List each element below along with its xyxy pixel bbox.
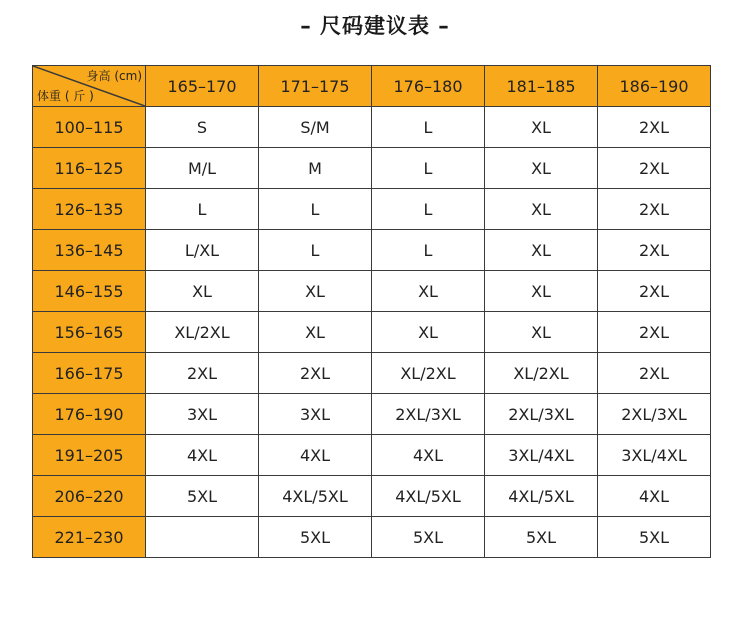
size-cell: 2XL (598, 189, 711, 230)
size-cell: XL (485, 312, 598, 353)
size-cell: 2XL/3XL (485, 394, 598, 435)
size-cell: 5XL (485, 517, 598, 558)
size-cell: L/XL (146, 230, 259, 271)
size-cell: 3XL (146, 394, 259, 435)
table-row (33, 394, 711, 435)
size-cell: 4XL/5XL (485, 476, 598, 517)
column-header-height: 165–170 (146, 66, 259, 107)
row-header-weight: 136–145 (33, 230, 146, 271)
table-row (33, 312, 711, 353)
table-row (33, 517, 711, 558)
size-cell: XL (485, 107, 598, 148)
size-cell: XL (146, 271, 259, 312)
size-cell (146, 517, 259, 558)
size-cell: XL (485, 230, 598, 271)
size-cell: 4XL (598, 476, 711, 517)
size-cell: XL (485, 271, 598, 312)
table-row (33, 271, 711, 312)
table-row (33, 435, 711, 476)
size-cell: 2XL (598, 271, 711, 312)
size-cell: XL/2XL (372, 353, 485, 394)
size-cell: L (259, 230, 372, 271)
height-axis-label: 身高 (cm) (86, 69, 142, 83)
size-cell: XL (372, 271, 485, 312)
size-cell: L (372, 148, 485, 189)
size-cell: XL/2XL (485, 353, 598, 394)
size-cell: 4XL/5XL (372, 476, 485, 517)
size-cell: M/L (146, 148, 259, 189)
size-cell: XL (259, 271, 372, 312)
size-cell: XL (485, 148, 598, 189)
size-cell: XL (259, 312, 372, 353)
size-cell: XL/2XL (146, 312, 259, 353)
column-header-height: 171–175 (259, 66, 372, 107)
size-cell: 2XL (146, 353, 259, 394)
size-cell: 4XL/5XL (259, 476, 372, 517)
size-cell: L (372, 107, 485, 148)
column-header-height: 181–185 (485, 66, 598, 107)
table-row (33, 476, 711, 517)
row-header-weight: 191–205 (33, 435, 146, 476)
size-cell: 4XL (146, 435, 259, 476)
size-cell: 2XL/3XL (598, 394, 711, 435)
size-cell: L (372, 230, 485, 271)
size-cell: 2XL (598, 148, 711, 189)
size-cell: M (259, 148, 372, 189)
corner-header-cell (33, 66, 146, 107)
page-title: – 尺码建议表 – (300, 14, 450, 38)
table-row (33, 148, 711, 189)
size-cell: 3XL (259, 394, 372, 435)
size-cell: S/M (259, 107, 372, 148)
size-cell: 3XL/4XL (485, 435, 598, 476)
size-cell: 2XL/3XL (372, 394, 485, 435)
table-row (33, 353, 711, 394)
size-cell: 2XL (598, 312, 711, 353)
size-chart-table (32, 65, 711, 558)
row-header-weight: 166–175 (33, 353, 146, 394)
size-cell: 2XL (598, 353, 711, 394)
size-cell: 5XL (372, 517, 485, 558)
row-header-weight: 156–165 (33, 312, 146, 353)
size-cell: 4XL (259, 435, 372, 476)
weight-axis-label: 体重 ( 斤 ) (37, 89, 94, 103)
column-header-height: 186–190 (598, 66, 711, 107)
size-cell: L (259, 189, 372, 230)
size-cell: 5XL (598, 517, 711, 558)
size-cell: L (372, 189, 485, 230)
row-header-weight: 116–125 (33, 148, 146, 189)
size-cell: XL (372, 312, 485, 353)
table-row (33, 230, 711, 271)
size-cell: XL (485, 189, 598, 230)
row-header-weight: 100–115 (33, 107, 146, 148)
table-row (33, 107, 711, 148)
row-header-weight: 176–190 (33, 394, 146, 435)
size-cell: 4XL (372, 435, 485, 476)
row-header-weight: 221–230 (33, 517, 146, 558)
table-header-row (33, 66, 711, 107)
size-cell: 2XL (598, 107, 711, 148)
size-cell: 5XL (146, 476, 259, 517)
size-cell: 2XL (598, 230, 711, 271)
size-cell: 5XL (259, 517, 372, 558)
size-cell: L (146, 189, 259, 230)
size-cell: 3XL/4XL (598, 435, 711, 476)
column-header-height: 176–180 (372, 66, 485, 107)
size-cell: S (146, 107, 259, 148)
row-header-weight: 146–155 (33, 271, 146, 312)
size-cell: 2XL (259, 353, 372, 394)
row-header-weight: 206–220 (33, 476, 146, 517)
table-row (33, 189, 711, 230)
row-header-weight: 126–135 (33, 189, 146, 230)
